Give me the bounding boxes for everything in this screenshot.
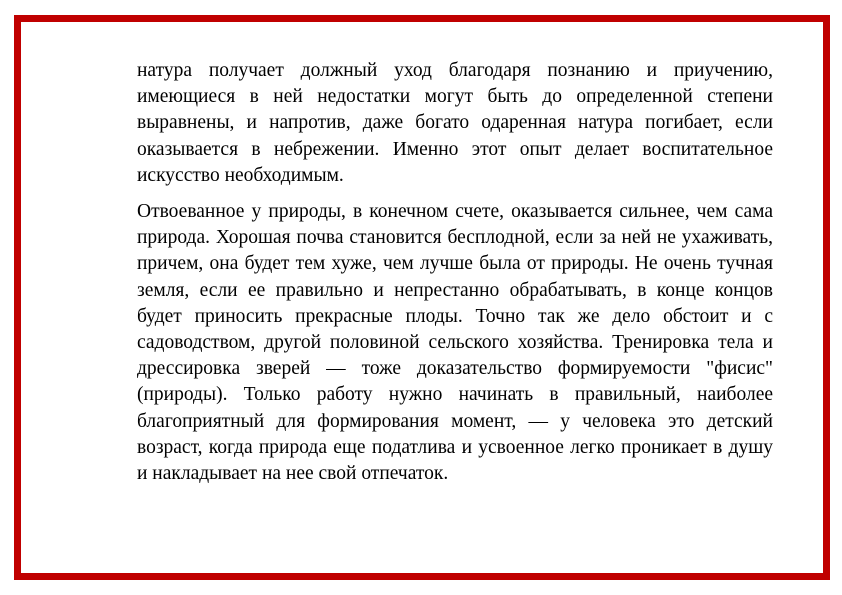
paragraph-1: натура получает должный уход благодаря познанию и приучению, имеющиеся в ней недостатки могут быть до определенной степени выравнены, и напротив, даже богато одаренная натура погибает, если оказывается в небрежении. Именно этот опыт делает воспитательное искусство необходимым. — [137, 60, 773, 186]
text-block — [137, 58, 773, 487]
paragraph-2: Отвоеванное у природы, в конечном счете, оказывается сильнее, чем сама природа. Хорошая почва становится бесплодной, если за ней не ухаживать, причем, она будет тем хуже, чем лучше была от природы. Не очень тучная земля, если ее правильно и непрестанно обрабатывать, в конце концов будет приносить прекрасные плоды. Точно так же дело обстоит и с садоводством, другой половиной сельского хозяйства. Тренировка тела и дрессировка зверей — тоже доказательство формируемости "фисис" (природы). Только работу нужно начинать в правильный, наиболее благоприятный для формирования момент, — у человека это детский возраст, когда природа еще податлива и усвоенное легко проникает в душу и накладывает на нее свой отпечаток. — [137, 201, 773, 485]
